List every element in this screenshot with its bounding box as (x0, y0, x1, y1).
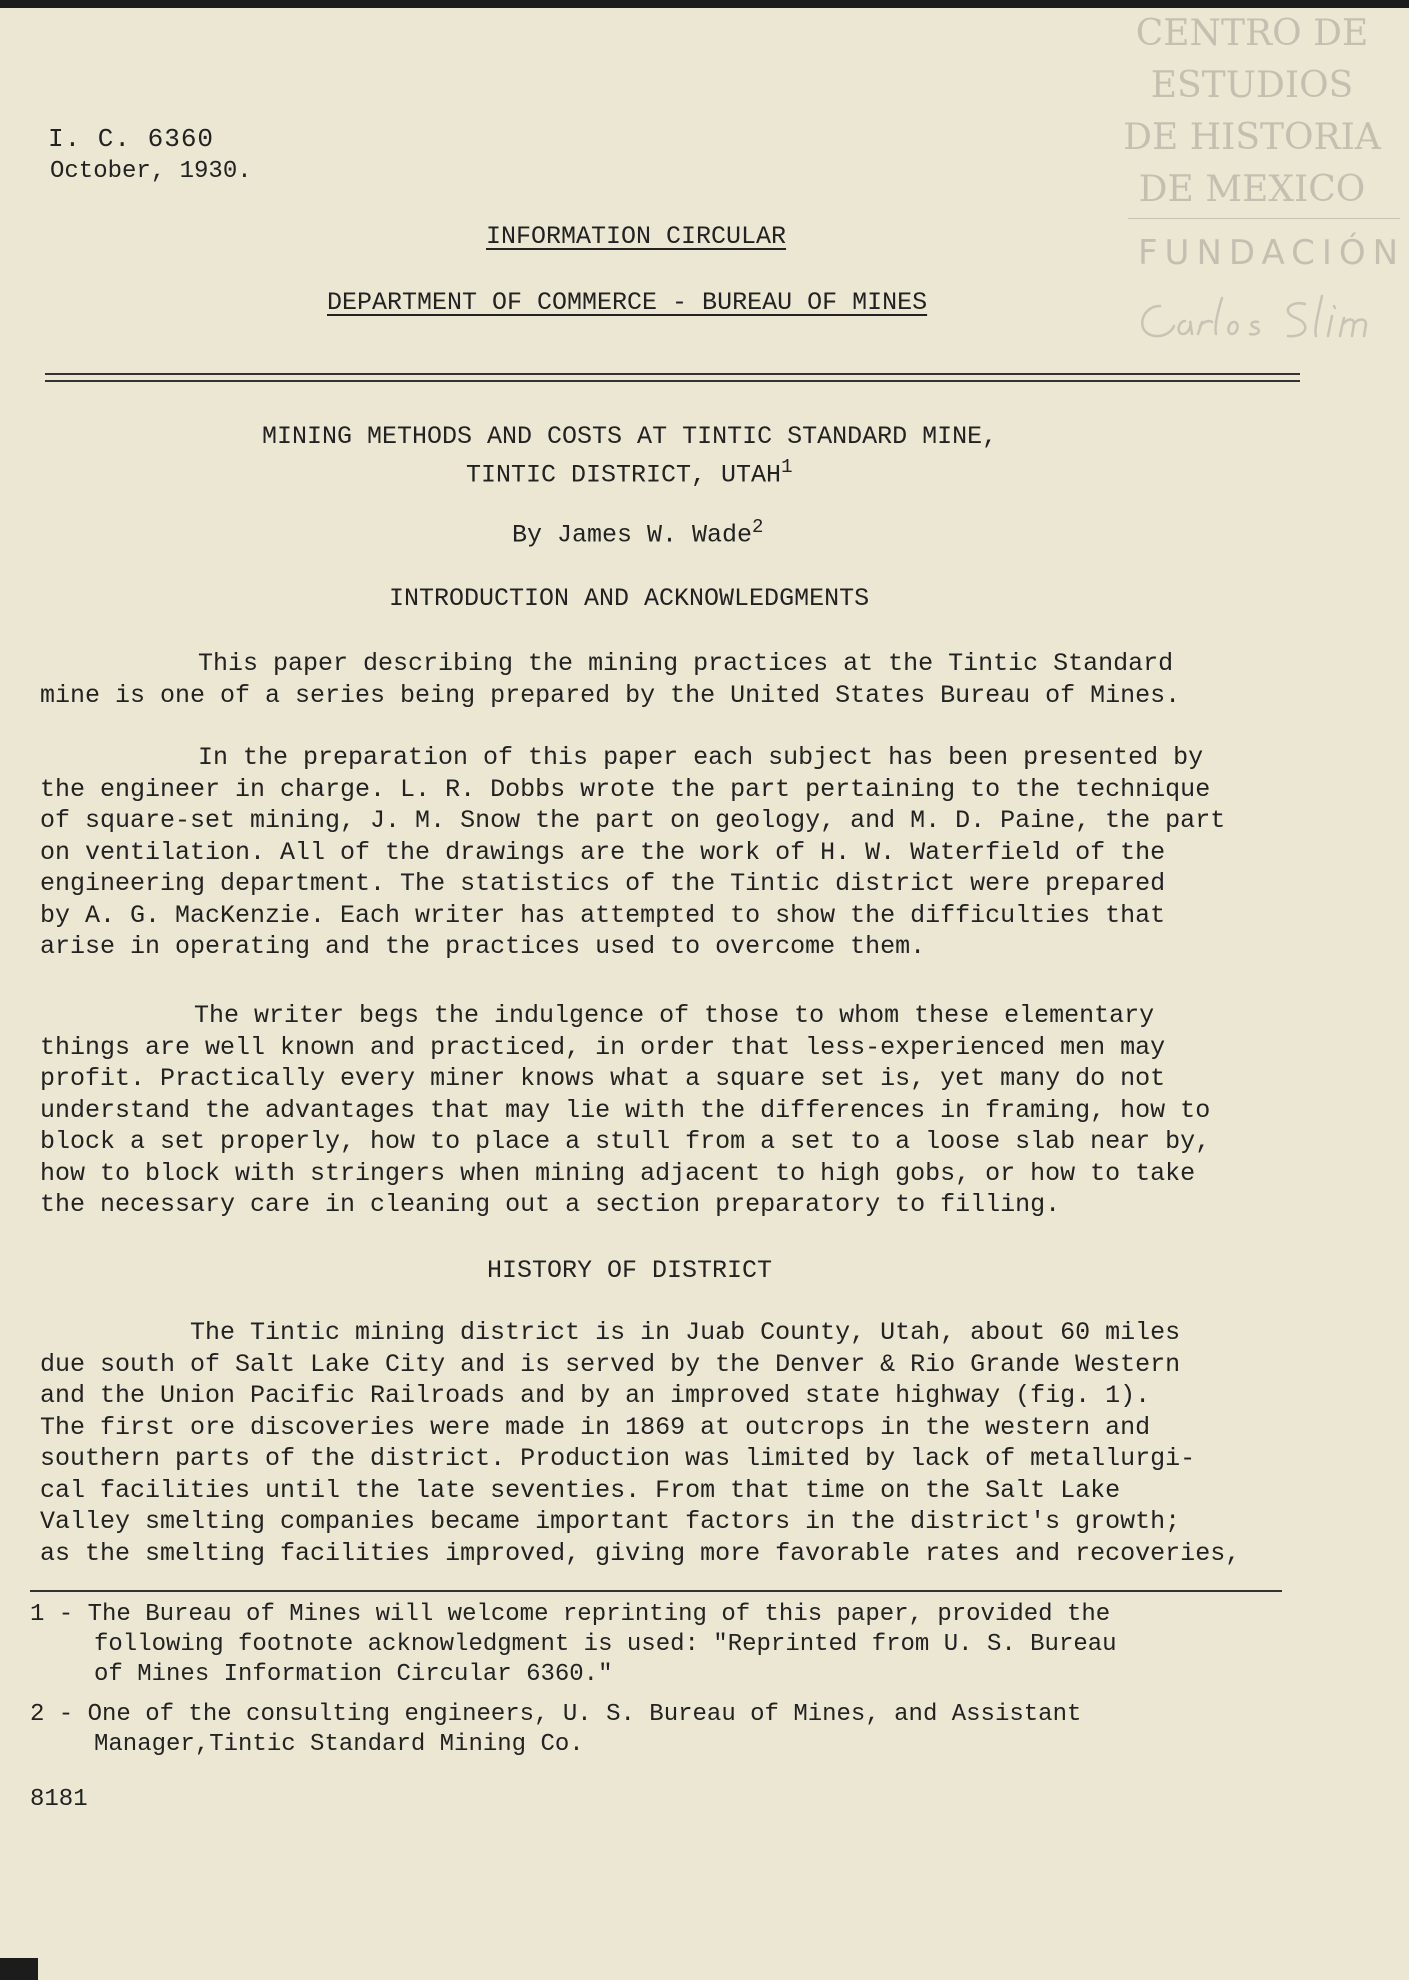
ic-number: I. C. 6360 (48, 124, 215, 154)
text-line: by A. G. MacKenzie. Each writer has attempted to show the difficulties that (40, 900, 1166, 930)
text-line: profit. Practically every miner knows what a square set is, yet many do not (40, 1064, 1166, 1093)
text-line: The first ore discoveries were made in 1869 at outcrops in the western and (40, 1412, 1151, 1442)
watermark-centro (1117, 8, 1387, 216)
author-name: By James W. Wade (512, 520, 753, 550)
footnote-line: 1 - The Bureau of Mines will welcome reprinting of this paper, provided the (30, 1601, 1111, 1628)
text-line: the engineer in charge. L. R. Dobbs wrote the part pertaining to the technique (40, 774, 1211, 804)
watermark-fundacion: FUNDACIÓN (1138, 233, 1406, 273)
divider-rule (45, 380, 1300, 382)
footnote-line: of Mines Information Circular 6360." (94, 1661, 613, 1688)
text-line: and the Union Pacific Railroads and by an improved state highway (fig. 1). (40, 1381, 1151, 1410)
divider-rule (45, 373, 1300, 375)
section-heading-introduction: INTRODUCTION AND ACKNOWLEDGMENTS (389, 584, 870, 613)
document-title-line1: MINING METHODS AND COSTS AT TINTIC STANDARD MINE, (262, 422, 998, 451)
publication-date: October, 1930. (50, 158, 252, 185)
paragraph-3 (40, 1000, 1210, 1221)
text-line: mine is one of a series being prepared by the United States Bureau of Mines. (40, 680, 1181, 710)
footnote-ref-1: 1 (781, 456, 793, 478)
footnote-2 (30, 1700, 1081, 1760)
text-line: engineering department. The statistics of the Tintic district were prepared (40, 869, 1166, 898)
title-line2-text: TINTIC DISTRICT, UTAH (466, 460, 782, 490)
paragraph-2 (40, 742, 1225, 963)
document-title-line2 (466, 456, 792, 489)
paragraph-1 (40, 648, 1180, 711)
paragraph-4 (40, 1317, 1240, 1569)
footnote-line: 2 - One of the consulting engineers, U. S. Bureau of Mines, and Assistant (30, 1701, 1082, 1728)
text-line: block a set properly, how to place a stull from a set to a loose slab near by, (40, 1127, 1211, 1156)
circular-heading: INFORMATION CIRCULAR (486, 222, 787, 251)
watermark-line: DE MEXICO (1138, 169, 1366, 210)
document-page (0, 8, 1409, 1980)
text-line: as the smelting facilities improved, giving more favorable rates and recoveries, (40, 1538, 1241, 1568)
watermark-line: ESTUDIOS (1150, 65, 1354, 106)
footnote-1 (30, 1600, 1117, 1690)
text-line: understand the advantages that may lie with the differences in framing, how to (40, 1095, 1211, 1125)
footnote-line: following footnote acknowledgment is used: "Reprinted from U. S. Bureau (94, 1631, 1117, 1658)
watermark-signature-logo (1130, 286, 1395, 348)
text-line: southern parts of the district. Production was limited by lack of metallurgi- (40, 1444, 1196, 1473)
text-line: of square-set mining, J. M. Snow the part on geology, and M. D. Paine, the part (40, 806, 1226, 835)
text-line: how to block with stringers when mining adjacent to high gobs, or how to take (40, 1158, 1196, 1188)
page-code: 8181 (30, 1786, 88, 1813)
scan-corner (0, 1958, 38, 1980)
watermark-line: CENTRO DE (1135, 13, 1369, 54)
text-line: In the preparation of this paper each subject has been presented by (198, 743, 1204, 772)
author-line (512, 516, 763, 549)
footnote-ref-2: 2 (752, 516, 764, 538)
text-line: things are well known and practiced, in order that less-experienced men may (40, 1032, 1166, 1062)
text-line: The Tintic mining district is in Juab County, Utah, about 60 miles (190, 1318, 1181, 1347)
text-line: Valley smelting companies became important factors in the district's growth; (40, 1507, 1181, 1536)
section-heading-history: HISTORY OF DISTRICT (487, 1256, 773, 1285)
text-line: on ventilation. All of the drawings are the work of H. W. Waterfield of the (40, 837, 1166, 867)
text-line: the necessary care in cleaning out a section preparatory to filling. (40, 1190, 1061, 1219)
text-line: arise in operating and the practices used to overcome them. (40, 932, 926, 961)
text-line: The writer begs the indulgence of those to whom these elementary (194, 1001, 1155, 1030)
watermark-divider (1128, 218, 1400, 219)
text-line: cal facilities until the late seventies. From that time on the Salt Lake (40, 1475, 1121, 1505)
footnote-rule (30, 1590, 1282, 1592)
text-line: This paper describing the mining practices at the Tintic Standard (198, 649, 1174, 678)
department-heading: DEPARTMENT OF COMMERCE - BUREAU OF MINES (327, 288, 928, 317)
watermark-line: DE HISTORIA (1123, 117, 1381, 158)
footnote-line: Manager,Tintic Standard Mining Co. (94, 1731, 584, 1758)
text-line: due south of Salt Lake City and is served by the Denver & Rio Grande Western (40, 1349, 1181, 1379)
